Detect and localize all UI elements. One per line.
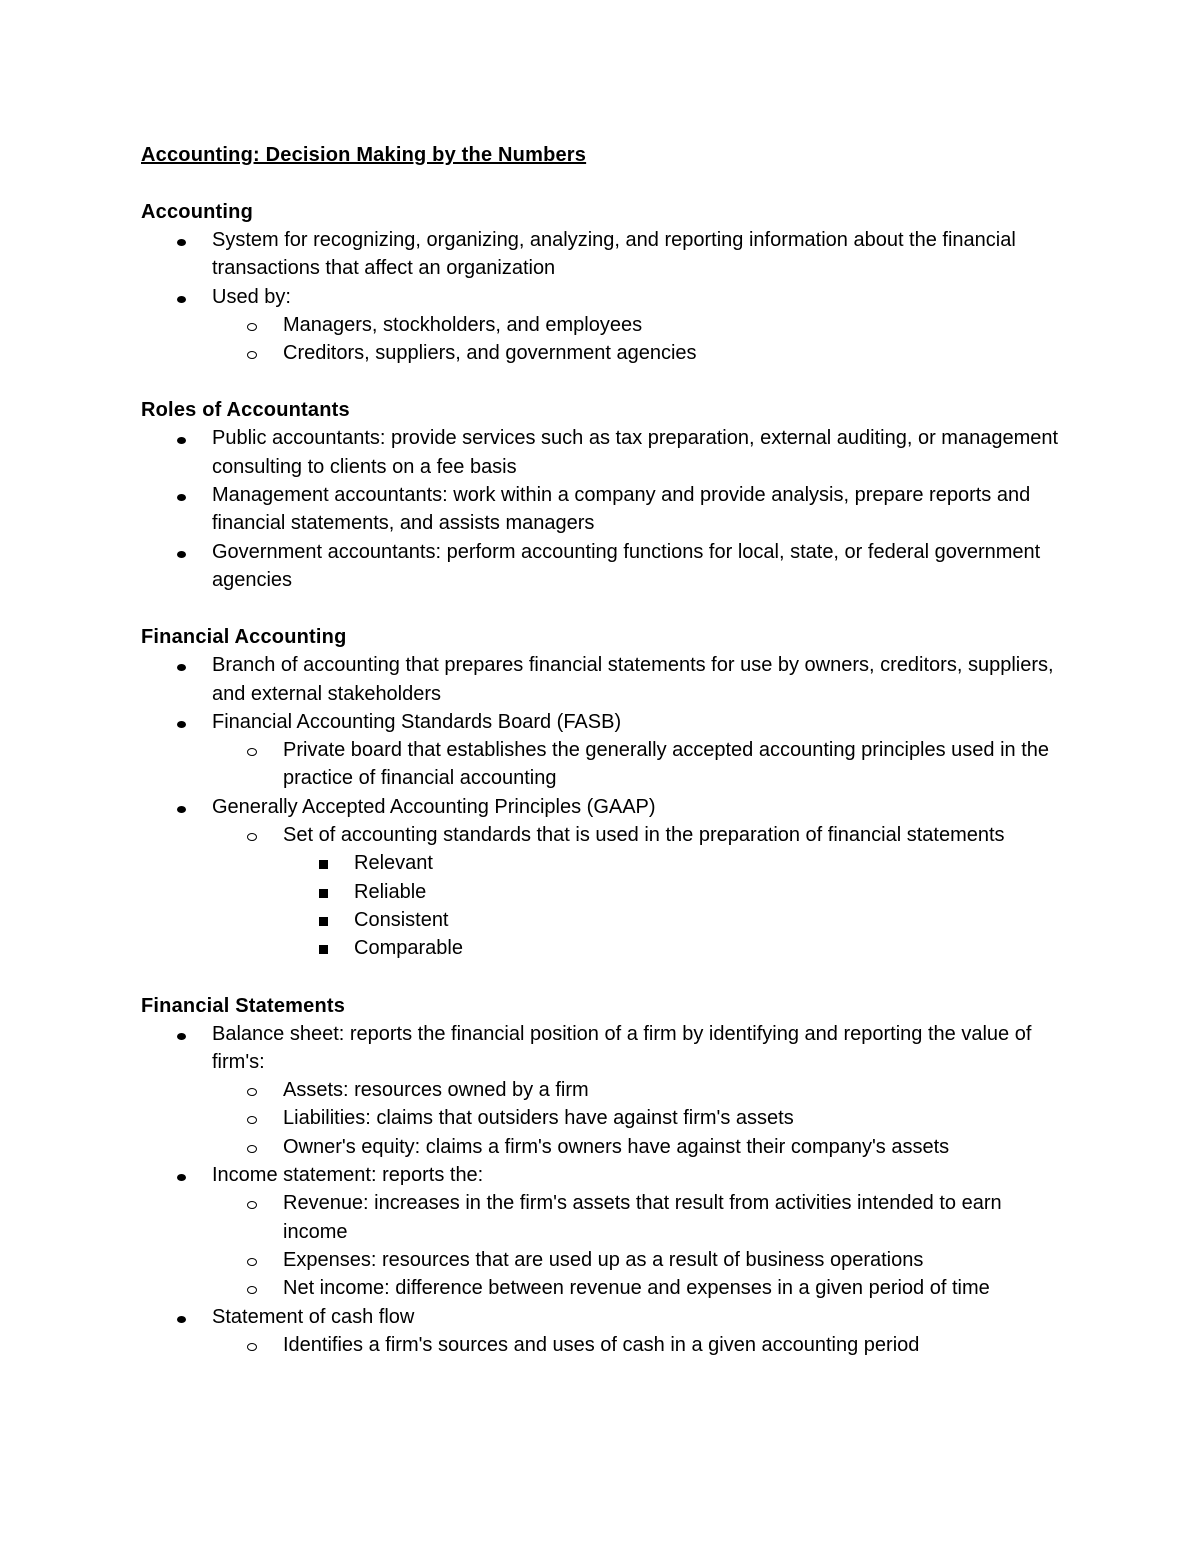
bullet-list [141, 424, 1066, 594]
list-item-text: Branch of accounting that prepares financial statements for use by owners, creditors, suppliers, and external stakeholders [212, 654, 1054, 705]
section-heading: Financial Statements [141, 994, 346, 1017]
document-page [141, 141, 1066, 1388]
bullet-disc-icon [171, 226, 191, 254]
list-item [141, 1076, 1066, 1104]
list-item [141, 481, 1066, 538]
document-title: Accounting: Decision Making by the Numbers [141, 144, 587, 166]
list-item-text: Comparable [354, 937, 463, 960]
bullet-disc-icon [171, 481, 191, 509]
bullet-list [141, 1020, 1066, 1360]
list-item [141, 1020, 1066, 1077]
section-roles-of-accountants [141, 396, 1066, 594]
list-item-text: Financial Accounting Standards Board (FASB) [212, 710, 622, 733]
list-item-text: Relevant [354, 852, 433, 875]
list-item [141, 1161, 1066, 1189]
list-item-text: Income statement: reports the: [212, 1164, 484, 1187]
bullet-circle-icon [242, 1274, 262, 1302]
bullet-circle-icon [242, 1246, 262, 1274]
bullet-circle-icon [242, 311, 262, 339]
list-item [141, 651, 1066, 708]
list-item [141, 708, 1066, 736]
section-financial-statements [141, 992, 1066, 1360]
list-item [141, 283, 1066, 311]
list-item [141, 1133, 1066, 1161]
list-item-text: Set of accounting standards that is used in the preparation of financial statements [283, 824, 1005, 847]
list-item-text: Statement of cash flow [212, 1305, 415, 1328]
list-item [141, 1189, 1066, 1246]
list-item [141, 1331, 1066, 1359]
list-item-text: Generally Accepted Accounting Principles (GAAP) [212, 795, 656, 818]
bullet-circle-icon [242, 1189, 262, 1217]
list-item [141, 849, 1066, 877]
section-financial-accounting [141, 623, 1066, 962]
list-item-text: Owner's equity: claims a firm's owners have against their company's assets [283, 1135, 950, 1158]
section-accounting [141, 198, 1066, 367]
bullet-square-icon [313, 849, 333, 877]
list-item-text: Management accountants: work within a company and provide analysis, prepare reports and financial statements, and assists managers [212, 484, 1031, 535]
list-item [141, 1303, 1066, 1331]
list-item-text: Reliable [354, 880, 427, 903]
bullet-circle-icon [242, 1104, 262, 1132]
bullet-disc-icon [171, 651, 191, 679]
bullet-disc-icon [171, 708, 191, 736]
bullet-circle-icon [242, 821, 262, 849]
list-item-text: Net income: difference between revenue and expenses in a given period of time [283, 1277, 990, 1300]
bullet-circle-icon [242, 1331, 262, 1359]
bullet-square-icon [313, 934, 333, 962]
bullet-circle-icon [242, 736, 262, 764]
list-item-text: Expenses: resources that are used up as a result of business operations [283, 1248, 924, 1271]
list-item [141, 821, 1066, 849]
list-item [141, 793, 1066, 821]
list-item [141, 1274, 1066, 1302]
list-item-text: Private board that establishes the generally accepted accounting principles used in the practice of financial accounting [283, 739, 1050, 790]
list-item-text: Identifies a firm's sources and uses of cash in a given accounting period [283, 1333, 920, 1356]
list-item-text: Liabilities: claims that outsiders have against firm's assets [283, 1107, 794, 1130]
section-heading: Accounting [141, 201, 253, 223]
bullet-list [141, 226, 1066, 367]
list-item-text: System for recognizing, organizing, analyzing, and reporting information about the financial transactions that affect an organization [212, 229, 1016, 280]
list-item-text: Revenue: increases in the firm's assets that result from activities intended to earn income [283, 1192, 1002, 1243]
section-heading: Financial Accounting [141, 626, 347, 649]
list-item-text: Balance sheet: reports the financial position of a firm by identifying and reporting the value of firm's: [212, 1022, 1032, 1073]
bullet-disc-icon [171, 1020, 191, 1048]
list-item-text: Creditors, suppliers, and government agencies [283, 342, 697, 365]
list-item [141, 538, 1066, 595]
bullet-circle-icon [242, 1133, 262, 1161]
bullet-circle-icon [242, 1076, 262, 1104]
bullet-disc-icon [171, 538, 191, 566]
list-item-text: Government accountants: perform accounting functions for local, state, or federal government agencies [212, 540, 1041, 591]
bullet-square-icon [313, 878, 333, 906]
bullet-circle-icon [242, 339, 262, 367]
section-heading: Roles of Accountants [141, 399, 350, 422]
list-item [141, 311, 1066, 339]
bullet-square-icon [313, 906, 333, 934]
bullet-list [141, 651, 1066, 962]
list-item [141, 934, 1066, 962]
list-item [141, 736, 1066, 793]
list-item [141, 1104, 1066, 1132]
list-item [141, 339, 1066, 367]
list-item-text: Consistent [354, 908, 449, 931]
list-item [141, 226, 1066, 283]
list-item-text: Used by: [212, 285, 291, 308]
bullet-disc-icon [171, 424, 191, 452]
bullet-disc-icon [171, 793, 191, 821]
list-item-text: Public accountants: provide services such as tax preparation, external auditing, or management consulting to clients on a fee basis [212, 427, 1059, 478]
bullet-disc-icon [171, 1303, 191, 1331]
list-item [141, 906, 1066, 934]
list-item [141, 878, 1066, 906]
list-item-text: Assets: resources owned by a firm [283, 1079, 589, 1102]
bullet-disc-icon [171, 283, 191, 311]
bullet-disc-icon [171, 1161, 191, 1189]
list-item [141, 424, 1066, 481]
list-item-text: Managers, stockholders, and employees [283, 313, 643, 336]
list-item [141, 1246, 1066, 1274]
